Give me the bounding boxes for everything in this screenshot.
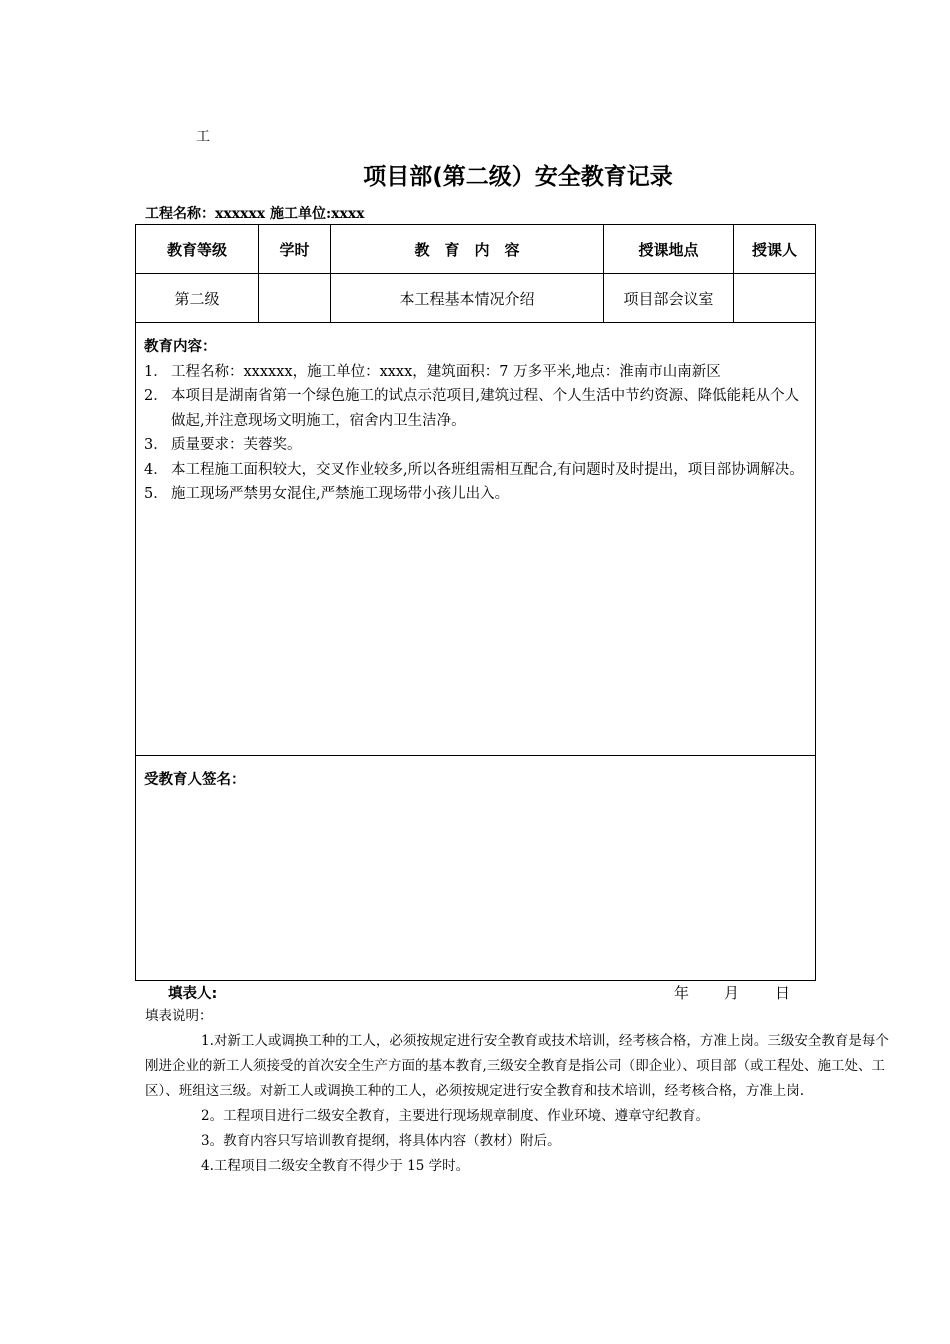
item-number: 1． (144, 363, 168, 380)
cell-level: 第二级 (136, 274, 259, 323)
header-mark: 工 (196, 129, 210, 145)
cell-lecturer (734, 274, 816, 323)
instruction-2: 2。工程项目进行二级安全教育，主要进行现场规章制度、作业环境、遵章守纪教育。 (201, 1108, 710, 1124)
cell-location: 项目部会议室 (604, 274, 734, 323)
item-number: 4． (144, 461, 168, 478)
list-item (144, 482, 807, 507)
instruction-4: 4.工程项目二级安全教育不得少于 15 学时。 (201, 1158, 470, 1174)
instructions-heading: 填表说明： (145, 1008, 213, 1024)
instructions (145, 1004, 890, 1179)
item-text: 本工程施工面积较大，交叉作业较多,所以各班组需相互配合,有问题时及时提出，项目部协调解决。 (171, 461, 804, 478)
header-hours: 学时 (259, 225, 331, 274)
item-text: 施工现场严禁男女混住,严禁施工现场带小孩儿出入。 (171, 486, 510, 502)
content-label: 教育内容： (144, 339, 217, 355)
date-year: 年 (674, 984, 690, 1002)
header-level: 教育等级 (136, 225, 259, 274)
item-number: 5． (144, 486, 168, 502)
item-number: 2． (144, 388, 168, 404)
cell-content: 本工程基本情况介绍 (331, 274, 604, 323)
project-info: 工程名称：xxxxxx 施工单位:xxxx (145, 206, 365, 222)
date-month: 月 (724, 984, 740, 1002)
item-text: 质量要求：芙蓉奖。 (171, 437, 302, 453)
cell-hours (259, 274, 331, 323)
list-item (144, 360, 807, 385)
page-title: 项目部(第二级）安全教育记录 (363, 164, 673, 190)
instruction-1: 1.对新工人或调换工种的工人，必须按规定进行安全教育或技术培训，经考核合格，方准上岗。三级安全教育是每个刚进企业的新工人须接受的首次安全生产方面的基本教育,三级安全教育是指公司（即企业）、项目部（或工程处、施工处、工区）、班组这三级。对新工人或调换工种的工人，必须按规定进行安全教育和技术培训，经考核合格，方准上岗. (145, 1033, 889, 1099)
item-number: 3． (144, 437, 168, 453)
instruction-3: 3。教育内容只写培训教育提纲，将具体内容（教材）附后。 (201, 1133, 561, 1149)
header-location: 授课地点 (604, 225, 734, 274)
item-text: 工程名称：xxxxxx，施工单位：xxxx，建筑面积：7 万多平米,地点：淮南市山南新区 (171, 363, 721, 380)
item-text: 本项目是湖南省第一个绿色施工的试点示范项目,建筑过程、个人生活中节约资源、降低能耗从个人做起,并注意现场文明施工，宿舍内卫生洁净。 (171, 388, 800, 429)
list-item (144, 433, 807, 458)
content-section (136, 323, 816, 756)
table-row (136, 274, 816, 323)
education-record-table (135, 224, 816, 981)
header-row (136, 225, 816, 274)
signature-label: 受教育人签名： (144, 772, 246, 788)
filler-label: 填表人: (168, 986, 218, 1002)
header-content: 教 育 内 容 (331, 225, 604, 274)
date-day: 日 (775, 984, 791, 1002)
list-item (144, 458, 807, 483)
header-lecturer: 授课人 (734, 225, 816, 274)
signature-section (136, 756, 816, 981)
list-item (144, 384, 807, 433)
